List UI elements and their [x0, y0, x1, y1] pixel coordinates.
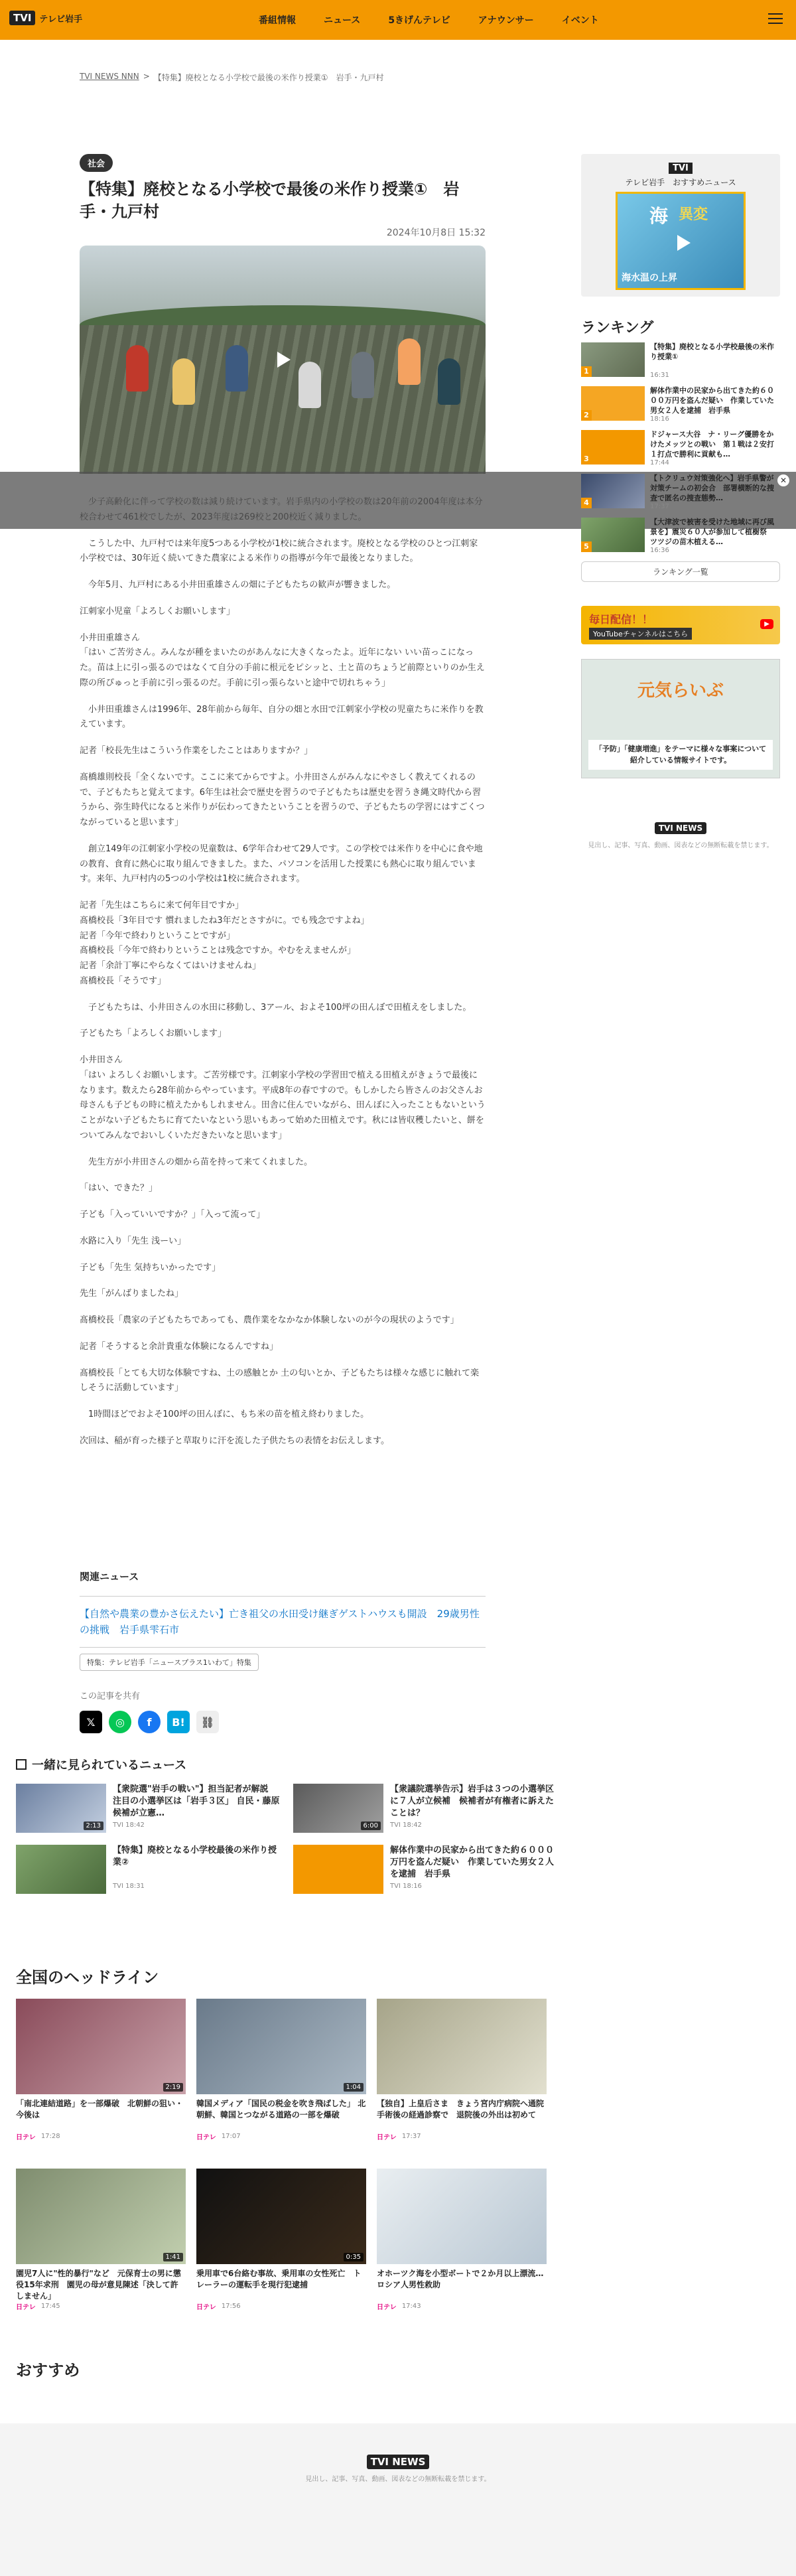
seen-thumbnail	[293, 1784, 383, 1833]
article-body	[80, 495, 486, 1461]
rank-number: 2	[581, 410, 592, 421]
source-label: 日テレ	[377, 2134, 397, 2141]
hatena-share-icon[interactable]: B!	[167, 1711, 190, 1733]
article-paragraph: こうした中、九戸村では来年度5つある小学校が1校に統合されます。廃校となる学校のひとつ江刺家小学校では、30年近く続いてきた農家による米作りの指導が今年で最後となりました。	[80, 538, 478, 564]
play-icon	[669, 230, 696, 256]
rank-number: 3	[581, 454, 592, 465]
ranking-title: 解体作業中の民家から出てきた約６０００万円を盗んだ疑い 作業していた男女２人を逮捕 岩手県	[650, 386, 774, 415]
ranking-thumbnail	[581, 430, 645, 465]
ranking-thumbnail	[581, 474, 645, 508]
video-duration: 2:19	[163, 2083, 183, 2092]
national-thumbnail	[377, 2169, 547, 2264]
national-time: 17:43	[401, 2303, 421, 2310]
article-paragraph: 先生方が小井田さんの畑から苗を持って来てくれました。	[80, 1157, 313, 1167]
ranking-title: 【特集】廃校となる小学校最後の米作り授業①	[650, 342, 774, 361]
ranking-item[interactable]	[581, 430, 780, 467]
national-thumbnail	[16, 2169, 186, 2264]
source-label: 日テレ	[196, 2304, 216, 2311]
facebook-share-icon[interactable]: f	[138, 1711, 161, 1733]
sidebar-copyright-note: 見出し、記事、写真、動画、図表などの無断転載を禁じます。	[588, 842, 773, 849]
article-paragraph: 記者「校長先生はこういう作業をしたことはありますか？」	[80, 746, 313, 756]
article-header	[80, 154, 486, 474]
breadcrumb	[80, 72, 384, 83]
national-time: 17:45	[40, 2303, 60, 2310]
national-title: 韓国メディア「国民の税金を吹き飛ばした」 北朝鮮、韓国とつながる道路の一部を爆破	[196, 2099, 366, 2119]
seen-title: 解体作業中の民家から出てきた約６０００万円を盗んだ疑い 作業していた男女２人を逮捕 岩手県	[390, 1845, 555, 1880]
breadcrumb-current: 【特集】廃校となる小学校で最後の米作り授業① 岩手・九戸村	[153, 73, 384, 82]
national-thumbnail	[16, 1999, 186, 2094]
genki-banner-text: 「予防」「健康増進」をテーマに様々な事案について紹介している情報サイトです。	[588, 740, 773, 770]
national-thumbnail	[196, 1999, 366, 2094]
national-thumbnail	[196, 2169, 366, 2264]
article-paragraph: 小井田重雄さん 「はい ご苦労さん。みんなが種をまいたのがあんなに大きくなったよ。近年にない いい苗っこになった。苗は上に引っ張るのではなくて自分の手前に根元をピシッと、土と苗のちょうど前際といりのか生え際の所ぴゅっと手前に引っ張るのだ。手前に引っ張らないと途中で切れちゃう」	[80, 632, 485, 688]
youtube-banner-sub: YouTubeチャンネルはこちら	[589, 628, 692, 640]
ranking-time: 17:44	[650, 459, 669, 466]
article-title: 【特集】廃校となる小学校で最後の米作り授業① 岩手・九戸村	[80, 180, 460, 221]
national-time: 17:37	[401, 2133, 421, 2140]
national-item[interactable]	[377, 1999, 553, 2141]
article-paragraph: 1時間ほどでおよそ100坪の田んぼに、もち米の苗を植え終わりました。	[80, 1409, 369, 1419]
national-title: 【独自】上皇后さま きょう宮内庁病院へ通院 手術後の経過診察で 退院後の外出は初めて	[377, 2099, 553, 2119]
site-logo[interactable]	[9, 11, 82, 25]
nav-event[interactable]: イベント	[561, 15, 599, 26]
promo-image-text: 海	[649, 205, 669, 227]
main-nav	[259, 0, 599, 40]
national-title: 「南北連結道路」を一部爆破 北朝鮮の狙い・今後は	[16, 2099, 184, 2119]
footer-copyright: 見出し、記事、写真、動画、図表などの無断転載を禁じます。	[305, 2476, 491, 2483]
news-icon	[16, 1759, 27, 1770]
promo-image[interactable]	[616, 192, 746, 290]
seen-item[interactable]	[293, 1784, 559, 1831]
special-tag[interactable]: 特集：テレビ岩手「ニュースプラス1いわて」特集	[80, 1654, 259, 1671]
footer-logo: TVI NEWS	[367, 2455, 430, 2469]
play-icon[interactable]	[269, 346, 296, 373]
article-paragraph: 小井田さん 「はい よろしくお願いします。ご苦労様です。江刺家小学校の学習田で植える田植えがきょうで最後になります。数えたら28年前からやっています。平成8年の春ですので。もしかしたら皆さんのお父さんお母さんも子どもの時に植えたかもしれません。田舎に住んでいながら、田んぼに入ったこともないということがない子どもたちに育てたいなという思いもあって始めた田植えです。秋には皆収穫したいと、餅をついてみんなでおいしくいただきたいなと思います」	[80, 1055, 486, 1141]
breadcrumb-separator: >	[143, 72, 150, 81]
x-share-icon[interactable]: 𝕏	[80, 1711, 102, 1733]
category-tag[interactable]: 社会	[80, 154, 113, 172]
source-label: 日テレ	[196, 2134, 216, 2141]
seen-thumbnail	[16, 1784, 106, 1833]
national-thumbnail	[377, 1999, 547, 2094]
article-paragraph: 髙橋雄則校長「全くないです。ここに来てからですよ。小井田さんがみんなにやさしく教えてくれるので、子どもたちと覚えてます。6年生は社会で歴史を習うので子どもたちは歴史を習うき縄文時代から習うから、弥生時代になると米作りが伝わってきたということを習うので、子どもたちの学習にはすごくつながっていると思います」	[80, 772, 485, 827]
source-label: 日テレ	[16, 2134, 36, 2141]
article-paragraph: 水路に入り「先生 浅ーい」	[80, 1236, 186, 1246]
genki-live-banner[interactable]	[581, 659, 780, 778]
breadcrumb-home[interactable]: TVI NEWS NNN	[80, 72, 139, 81]
video-duration: 1:41	[163, 2253, 183, 2261]
site-footer	[0, 2423, 796, 2576]
recommend-heading: おすすめ	[16, 2361, 80, 2380]
sidebar-footer-logo-text: TVI NEWS	[655, 822, 706, 834]
ranking-item[interactable]	[581, 386, 780, 423]
youtube-banner[interactable]	[581, 606, 780, 644]
promo-image-text: 異変	[679, 206, 708, 223]
source-label: TVI	[113, 1883, 123, 1890]
nav-5kigen[interactable]: 5きげんテレビ	[388, 15, 450, 26]
share-heading: この記事を共有	[80, 1691, 141, 1701]
site-header	[0, 0, 796, 40]
national-title: オホーツク海を小型ボートで２か月以上漂流…ロシア人男性救助	[377, 2269, 544, 2289]
article-paragraph: 子ども「入っていいですか？」「入って流って」	[80, 1210, 265, 1220]
video-duration: 2:13	[84, 1822, 103, 1830]
genki-banner-title: 元気らいぶ	[637, 681, 724, 701]
video-duration: 1:04	[344, 2083, 364, 2092]
seen-item[interactable]	[293, 1845, 559, 1893]
nav-news[interactable]: ニュース	[324, 15, 361, 26]
ranking-thumbnail	[581, 518, 645, 552]
seen-time: 18:31	[125, 1883, 145, 1890]
national-item[interactable]	[16, 2169, 186, 2311]
rank-number: 1	[581, 366, 592, 377]
logo-text: テレビ岩手	[39, 14, 83, 25]
close-icon[interactable]: ✕	[777, 474, 789, 486]
share-buttons	[80, 1711, 219, 1733]
article-paragraph: 「はい、できた？」	[80, 1183, 158, 1194]
article-paragraph: 次回は、稲が育った様子と草取りに汗を流した子供たちの表情をお伝えします。	[80, 1435, 389, 1446]
logo-mark: TVI	[9, 11, 35, 25]
youtube-icon: ▶	[760, 619, 773, 629]
promo-image-text: 海水温の上昇	[622, 273, 677, 283]
source-label: TVI	[390, 1883, 401, 1890]
article-paragraph: 髙橋校長「とても大切な体験ですね、土の感触とか 土の匂いとか、子どもたちは様々な感じに触れて楽しそうに活動しています」	[80, 1368, 480, 1394]
national-time: 17:28	[40, 2133, 60, 2140]
article-paragraph: 子ども「先生 気持ちいかったです」	[80, 1262, 221, 1273]
rank-number: 4	[581, 498, 592, 508]
article-paragraph: 創立149年の江刺家小学校の児童数は、6学年合わせて29人です。この学校では米作りを中心に食や地の教育、食育に熱心に取り組んできました。また、パソコンを活用した授業にも熱心に取り組んでいます。来年、九戸村内の5つの小学校は1校に統合されます。	[80, 843, 483, 885]
seen-title: 【特集】廃校となる小学校最後の米作り授業②	[113, 1845, 277, 1868]
national-item[interactable]	[196, 1999, 366, 2141]
national-item[interactable]	[196, 2169, 366, 2311]
ranking-heading: ランキング	[581, 320, 654, 336]
ranking-time: 16:31	[650, 372, 669, 379]
video-duration: 6:00	[361, 1822, 381, 1830]
seen-title: 【衆院選"岩手の戦い"】担当記者が解説 注目の小選挙区は「岩手３区」 自民・藤原候補が立憲…	[113, 1784, 280, 1819]
seen-thumbnail	[16, 1845, 106, 1894]
national-time: 17:56	[221, 2303, 241, 2310]
seen-item[interactable]	[16, 1784, 281, 1831]
ranking-item[interactable]	[581, 474, 780, 511]
promo-label: テレビ岩手 おすすめニュース	[625, 178, 736, 187]
national-item[interactable]	[16, 1999, 186, 2141]
national-title: 園児7人に"性的暴行"など 元保育士の男に懲役15年求刑 園児の母が意見陳述「決して許しません」	[16, 2269, 181, 2301]
seen-time: 18:16	[403, 1883, 422, 1890]
seen-item[interactable]	[16, 1845, 281, 1893]
seen-together-heading	[16, 1756, 186, 1773]
seen-time: 18:42	[125, 1822, 145, 1829]
article-paragraph: 子どもたちは、小井田さんの水田に移動し、3アール、およそ100坪の田んぼで田植えをしました。	[80, 1002, 472, 1013]
article-paragraph: 先生「がんばりましたね」	[80, 1289, 184, 1299]
seen-time: 18:42	[403, 1822, 422, 1829]
video-duration: 0:35	[344, 2253, 364, 2261]
related-heading: 関連ニュース	[80, 1571, 139, 1583]
menu-icon[interactable]	[768, 13, 783, 25]
national-title: 乗用車で6台絡む事故、乗用車の女性死亡 トレーラーの運転手を現行犯逮捕	[196, 2269, 362, 2289]
ranking-thumbnail	[581, 342, 645, 377]
source-label: TVI	[390, 1822, 401, 1829]
ranking-item[interactable]	[581, 342, 780, 380]
national-item[interactable]	[377, 2169, 547, 2311]
ranking-title: 【大津波で被害を受けた地域に再び風景を】震災６０人が参加して植樹祭 ツツジの苗木植える…	[650, 518, 774, 546]
ranking-time: 17:37	[650, 503, 669, 510]
ranking-more-button[interactable]: ランキング一覧	[581, 561, 780, 582]
promo-logo: TVI	[669, 163, 693, 174]
article-paragraph: 子どもたち「よろしくお願いします」	[80, 1029, 227, 1039]
related-news-link[interactable]: 【自然や農業の豊かさ伝えたい】亡き祖父の水田受け継ぎゲストハウスも開設 29歳男性の挑戦 岩手県雫石市	[80, 1596, 486, 1648]
sidebar	[581, 154, 780, 851]
seen-thumbnail	[293, 1845, 383, 1894]
national-headline-heading: 全国のヘッドライン	[16, 1968, 159, 1987]
article-paragraph: 今年5月、九戸村にある小井田重雄さんの畑に子どもたちの歓声が響きました。	[80, 580, 396, 590]
ranking-time: 18:16	[650, 415, 669, 423]
youtube-banner-title: 毎日配信！！	[589, 613, 653, 626]
source-label: 日テレ	[377, 2304, 397, 2311]
recommend-promo[interactable]	[581, 154, 780, 297]
rank-number: 5	[581, 541, 592, 552]
seen-title: 【衆議院選挙告示】岩手は３つの小選挙区に７人が立候補 候補者が有権者に訴えたことは？	[390, 1784, 555, 1819]
nav-announcer[interactable]: アナウンサー	[478, 15, 534, 26]
ranking-time: 16:36	[650, 547, 669, 554]
line-share-icon[interactable]: ◎	[109, 1711, 131, 1733]
article-paragraph: 記者「先生はこちらに来て何年目ですか」 髙橋校長「3年目です 慣れましたね3年だとさすがに。でも残念ですよね」 記者「今年で終わりということですが」 髙橋校長「今年で終わりということは残念ですか。やむをえませんが」 記者「余計丁寧にやらなくてはいけませんね」 髙橋校長「そうです」	[80, 900, 369, 986]
article-paragraph: 髙橋校長「農家の子どもたちであっても、農作業をなかなか体験しないのが今の現状のようです」	[80, 1315, 459, 1325]
nav-programs[interactable]: 番組情報	[259, 15, 296, 26]
article-paragraph: 記者「そうすると余計貴重な体験になるんですね」	[80, 1341, 279, 1352]
article-date: 2024年10月8日 15:32	[386, 228, 486, 239]
ranking-title: ドジャース大谷 ナ・リーグ優勝をかけたメッツとの戦い 第１戦は２安打１打点で勝利に貢献も…	[650, 430, 774, 459]
seen-together-heading-text: 一緒に見られているニュース	[32, 1758, 187, 1772]
source-label: 日テレ	[16, 2304, 36, 2311]
link-copy-icon[interactable]: ⛓	[196, 1711, 219, 1733]
ranking-list	[581, 342, 780, 555]
article-paragraph: 江刺家小児童「よろしくお願いします」	[80, 606, 235, 616]
ranking-title: 【トクリュウ対策強化へ】岩手県警が対策チームの初会合 部署横断的な捜査で匿名の捜査態勢…	[650, 474, 774, 502]
sidebar-footer-logo	[581, 821, 780, 834]
ranking-item[interactable]	[581, 518, 780, 555]
ranking-thumbnail	[581, 386, 645, 421]
source-label: TVI	[113, 1822, 123, 1829]
article-paragraph: 小井田重雄さんは1996年、28年前から毎年、自分の畑と水田で江刺家小学校の児童たちに米作りを教えています。	[80, 704, 484, 730]
video-player[interactable]	[80, 246, 486, 474]
national-time: 17:07	[221, 2133, 241, 2140]
